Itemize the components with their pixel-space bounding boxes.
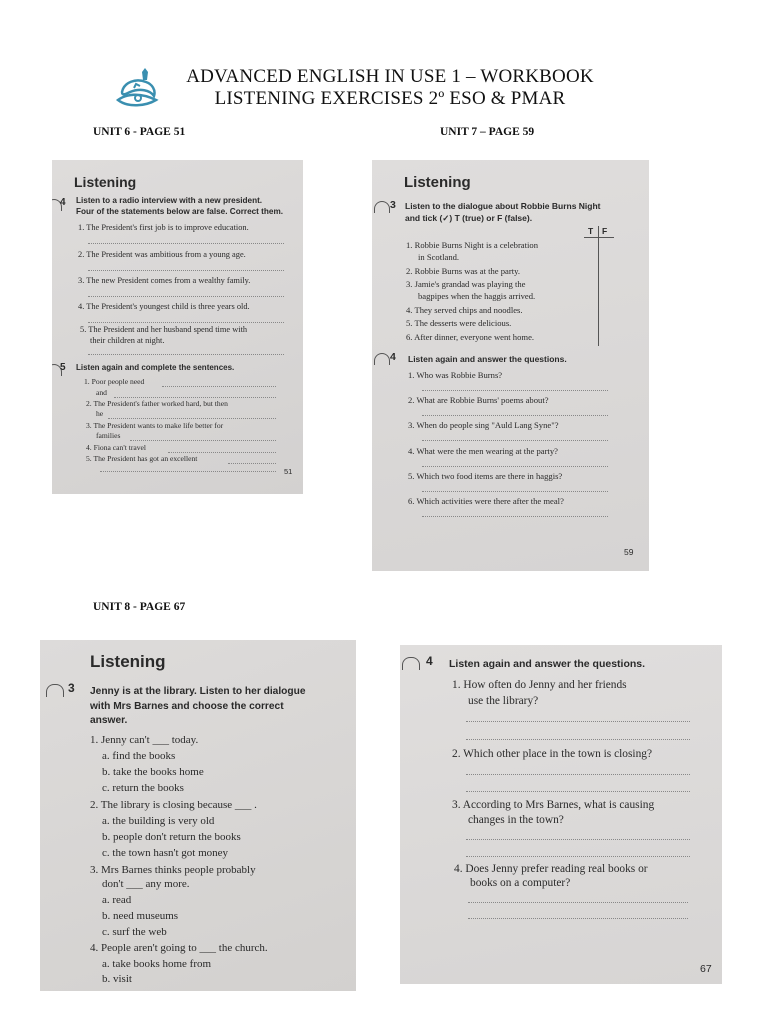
question: 3. When do people sing "Auld Lang Syne"? <box>408 420 559 430</box>
sentence: 3. The President wants to make life better for <box>86 421 224 430</box>
exercise-instruction: Listen again and answer the questions. <box>449 658 646 670</box>
listening-heading: Listening <box>74 174 137 190</box>
false-column-header: F <box>602 226 608 236</box>
exercise-number: 4 <box>390 351 396 363</box>
exercise-instruction: answer. <box>90 715 128 726</box>
sentence: and <box>96 388 107 397</box>
tf-statement: 2. Robbie Burns was at the party. <box>406 266 521 276</box>
question: 2. The library is closing because ___ . <box>90 799 257 811</box>
answer-option: c. return the books <box>102 782 184 794</box>
exercise-instruction: with Mrs Barnes and choose the correct <box>90 701 284 712</box>
exercise-number: 3 <box>390 199 396 211</box>
question: 2. What are Robbie Burns' poems about? <box>408 395 549 405</box>
question: use the library? <box>468 695 539 707</box>
true-column-header: T <box>588 226 594 236</box>
audio-cd-icon <box>374 201 390 213</box>
question: changes in the town? <box>468 814 564 826</box>
page-number: 59 <box>624 547 634 557</box>
exercise-instruction: Listen again and answer the questions. <box>408 354 567 364</box>
answer-option: b. take the books home <box>102 766 204 778</box>
tf-statement: 4. They served chips and noodles. <box>406 305 523 315</box>
title-line-2: LISTENING EXERCISES 2º ESO & PMAR <box>214 88 566 109</box>
exercise-instruction: Listen to the dialogue about Robbie Burns Night <box>405 201 601 211</box>
question: 1. Jenny can't ___ today. <box>90 734 199 746</box>
unit-7-label: UNIT 7 – PAGE 59 <box>440 126 535 138</box>
audio-cd-icon <box>402 657 420 670</box>
question: 4. Does Jenny prefer reading real books or <box>454 863 648 875</box>
listening-heading: Listening <box>90 652 166 671</box>
question: 5. Which two food items are there in haggis? <box>408 471 563 481</box>
exercise-number: 5 <box>60 362 66 373</box>
question: 2. Which other place in the town is closing? <box>452 748 653 760</box>
exercise-instruction: Listen again and complete the sentences. <box>76 363 235 372</box>
exercise-instruction: Listen to a radio interview with a new president. <box>76 196 263 205</box>
answer-option: a. the building is very old <box>102 815 215 827</box>
answer-option: a. read <box>102 894 132 906</box>
exercise-number: 4 <box>426 654 433 668</box>
answer-option: b. people don't return the books <box>102 831 241 843</box>
title-line-1: ADVANCED ENGLISH IN USE 1 – WORKBOOK <box>186 66 594 87</box>
listening-heading: Listening <box>404 174 471 191</box>
workbook-page-59 <box>372 160 649 571</box>
answer-option: c. surf the web <box>102 926 167 938</box>
workbook-page-51 <box>52 160 303 494</box>
page-number: 51 <box>284 467 293 476</box>
answer-option: c. the town hasn't got money <box>102 847 229 859</box>
question: don't ___ any more. <box>102 878 190 890</box>
sentence: 4. Fiona can't travel <box>86 443 146 452</box>
sentence: 5. The President has got an excellent <box>86 454 198 463</box>
tf-statement: 1. Robbie Burns Night is a celebration <box>406 240 538 250</box>
question: books on a computer? <box>470 877 571 889</box>
audio-cd-icon <box>374 353 390 365</box>
answer-option: a. take books home from <box>102 958 212 970</box>
sentence: 2. The President's father worked hard, but then <box>86 399 228 408</box>
unit-6-label: UNIT 6 - PAGE 51 <box>93 126 186 138</box>
statement: 4. The President's youngest child is three years old. <box>78 302 250 311</box>
question: 6. Which activities were there after the meal? <box>408 496 564 506</box>
sentence: families <box>96 431 121 440</box>
page-title <box>160 66 620 110</box>
question: 1. How often do Jenny and her friends <box>452 679 627 691</box>
statement: 2. The President was ambitious from a young age. <box>78 250 246 259</box>
question: 4. People aren't going to ___ the church. <box>90 942 268 954</box>
statement: 5. The President and her husband spend time with <box>80 325 248 334</box>
question: 3. Mrs Barnes thinks people probably <box>90 864 256 876</box>
answer-option: b. visit <box>102 973 132 985</box>
workbook-page-67-left <box>40 640 356 991</box>
tf-statement: 5. The desserts were delicious. <box>406 318 512 328</box>
statement: 1. The President's first job is to improve education. <box>78 223 249 232</box>
tf-statement: in Scotland. <box>418 252 460 262</box>
workbook-page-67-right <box>400 645 722 984</box>
publisher-logo-icon <box>112 66 160 110</box>
exercise-number: 3 <box>68 681 75 695</box>
question: 3. According to Mrs Barnes, what is causing <box>452 799 655 811</box>
statement: 3. The new President comes from a wealthy family. <box>78 276 251 285</box>
statement: their children at night. <box>90 336 165 345</box>
exercise-number: 4 <box>60 197 66 208</box>
question: 4. What were the men wearing at the party? <box>408 446 558 456</box>
unit-8-label: UNIT 8 - PAGE 67 <box>93 601 186 613</box>
sentence: he <box>96 409 104 418</box>
tf-statement: 6. After dinner, everyone went home. <box>406 332 535 342</box>
question: 1. Who was Robbie Burns? <box>408 370 503 380</box>
exercise-instruction: and tick (✓) T (true) or F (false). <box>405 213 533 223</box>
sentence: 1. Poor people need <box>84 377 145 386</box>
exercise-instruction: Jenny is at the library. Listen to her dialogue <box>90 686 306 697</box>
tf-statement: bagpipes when the haggis arrived. <box>418 291 536 301</box>
page-number: 67 <box>700 963 712 975</box>
answer-option: b. need museums <box>102 910 179 922</box>
audio-cd-icon <box>46 684 64 697</box>
tf-statement: 3. Jamie's grandad was playing the <box>406 279 526 289</box>
exercise-instruction: Four of the statements below are false. Correct them. <box>76 207 284 216</box>
answer-option: a. find the books <box>102 750 176 762</box>
